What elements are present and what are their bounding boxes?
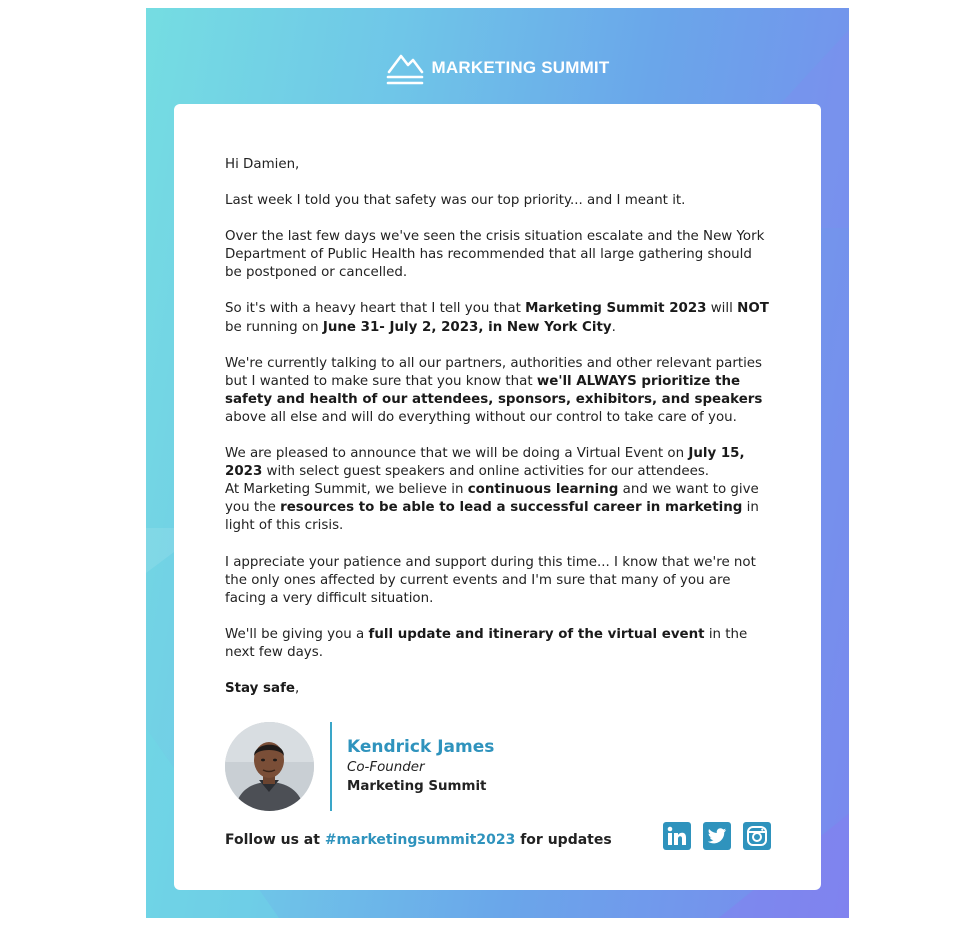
linkedin-icon	[666, 825, 688, 847]
paragraph-2: Over the last few days we've seen the crisis situation escalate and the New York Department of Public Health has recommended that all large gathering should be postponed or cancelled.	[225, 229, 765, 281]
follow-suffix: for updates	[515, 832, 612, 848]
linkedin-button[interactable]	[663, 822, 691, 850]
sender-name: Kendrick James	[347, 736, 495, 757]
bold-text: continuous learning	[467, 482, 619, 498]
mountain-logo-icon	[386, 50, 424, 86]
text-span: with select guest speakers and online activities for our attendees.	[262, 464, 710, 480]
paragraph-5	[225, 445, 770, 535]
brand-name: MARKETING SUMMIT	[431, 58, 610, 77]
closing-bold: Stay safe	[225, 680, 295, 696]
text-span: be running on	[225, 319, 323, 335]
follow-prefix: Follow us at	[225, 832, 325, 848]
paragraph-6: I appreciate your patience and support during this time... I know that we're not the only ones affected by current events and I'm sure that many of you are facing a very difficult situation.	[225, 554, 756, 606]
instagram-button[interactable]	[743, 822, 771, 850]
text-span: We are pleased to announce that we will be doing a Virtual Event on	[225, 446, 689, 462]
text-span: We're currently talking to all our partners, authorities and other relevant parties but I wanted to make sure that you know that	[225, 355, 763, 389]
text-span: in the next few days.	[225, 626, 748, 660]
follow-line	[225, 832, 612, 848]
paragraph-3	[225, 300, 770, 336]
not-emphasis: NOT	[737, 301, 769, 317]
bold-text: full update and itinerary of the virtual event	[368, 626, 705, 642]
paragraph-1: Last week I told you that safety was our top priority... and I meant it.	[225, 193, 686, 209]
hashtag-link[interactable]: #marketingsummit2023	[324, 832, 516, 848]
closing	[225, 680, 770, 698]
avatar	[225, 722, 314, 811]
bold-text: resources to be able to lead a successful career in marketing	[280, 500, 743, 516]
event-date: June 31- July 2, 2023, in New York City	[322, 319, 612, 335]
text-span: .	[611, 319, 616, 335]
signature-divider	[330, 722, 332, 811]
bold-text: we'll ALWAYS prioritize the safety and health of our attendees, sponsors, exhibitors, and speakers	[225, 373, 763, 407]
instagram-icon	[746, 825, 768, 847]
text-span: ,	[294, 680, 300, 696]
text-span: At Marketing Summit, we believe in	[225, 482, 468, 498]
paragraph-7	[225, 626, 770, 662]
sender-role: Co-Founder	[347, 759, 425, 775]
virtual-event-date: July 15, 2023	[225, 446, 745, 480]
social-links	[663, 822, 771, 850]
twitter-icon	[706, 825, 728, 847]
signature-text	[347, 736, 494, 797]
text-span: We'll be giving you a	[225, 626, 369, 642]
text-span: will	[706, 301, 738, 317]
letter-body	[225, 156, 770, 716]
text-span: in light of this crisis.	[225, 500, 759, 534]
email-card	[174, 104, 821, 890]
brand-header	[146, 48, 849, 88]
text-span: above all else and will do everything without our control to take care of you.	[225, 409, 737, 425]
text-span: So it's with a heavy heart that I tell you that	[225, 301, 526, 317]
signature-block	[225, 720, 494, 812]
avatar-portrait-icon	[225, 722, 314, 811]
twitter-button[interactable]	[703, 822, 731, 850]
greeting: Hi Damien,	[225, 157, 300, 172]
text-span: and we want to give you the	[225, 482, 759, 516]
sender-company: Marketing Summit	[347, 778, 487, 794]
paragraph-4	[225, 355, 770, 427]
event-name: Marketing Summit 2023	[525, 301, 707, 317]
